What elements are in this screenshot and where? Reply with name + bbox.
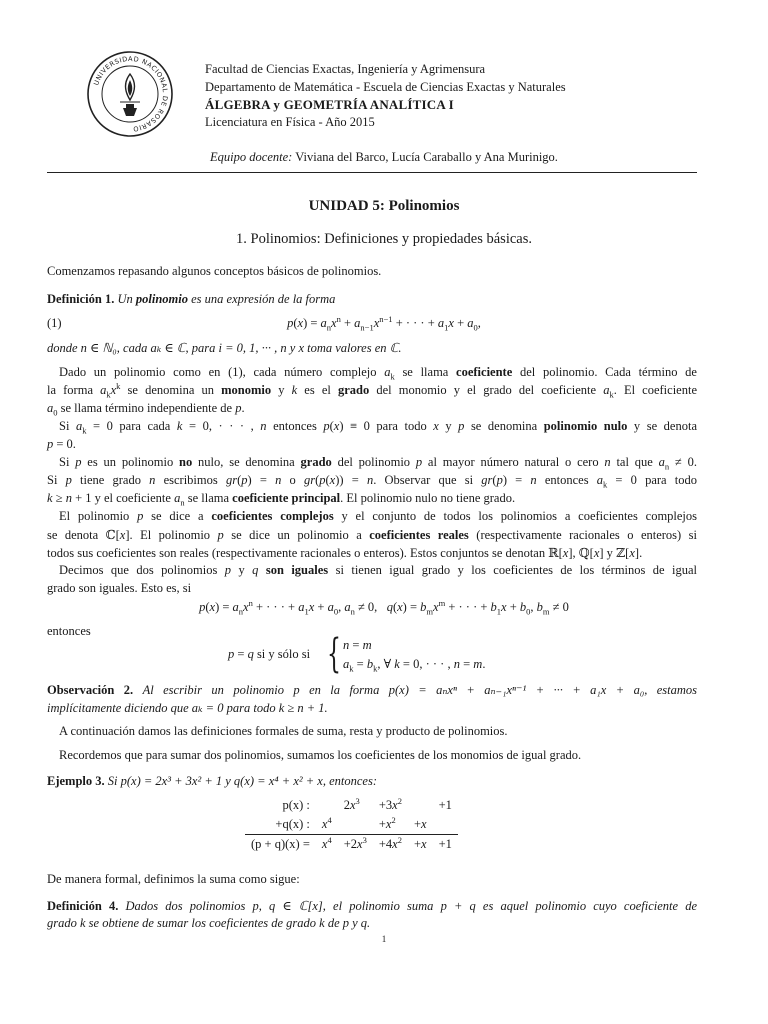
definition-1-label: Definición 1.	[47, 292, 115, 306]
paragraph-nulo-1: Si $a_k = 0$ para cada k = 0, · · · , n entonces p(x) ≡ 0 para todo x y p se denomina polinomio nulo y se denota	[59, 419, 697, 436]
observation-2-text-1: Al escribir un polinomio p en la forma p(x) = aₙxⁿ + aₙ₋₁xⁿ⁻¹ + ··· + a₁x + a₀, estamos	[142, 683, 698, 697]
observation-2-line-1	[47, 682, 697, 698]
row-label-q: +q(x) :	[275, 817, 310, 831]
polynomial-general-form: $p(x) = a_nx^n + a_{n-1}x^{n-1}$ + · · · + $a_1x + a_0$,	[287, 313, 481, 333]
program-year: Licenciatura en Física - Año 2015	[205, 115, 375, 129]
table-row	[245, 796, 458, 815]
definition-4-line-2: grado k se obtiene de sumar los coeficientes de grado k de p y q.	[47, 916, 371, 930]
equality-condition-2: $a_k = b_k$, ∀ k = 0, · · · , n = m.	[343, 657, 486, 674]
observation-2-label: Observación 2.	[47, 683, 134, 697]
cell: +x	[408, 835, 433, 855]
example-3	[47, 774, 697, 789]
department-name: Departamento de Matemática - Escuela de Ciencias Exactas y Naturales	[205, 80, 566, 94]
definition-4-text-1: Dados dos polinomios p, q ∈ ℂ[x], el polinomio suma p + q es aquel polinomio cuyo coeficiente de	[125, 899, 698, 913]
definition-1	[47, 292, 697, 307]
equation-number: (1)	[47, 316, 62, 330]
section-title: 1. Polinomios: Definiciones y propiedades básicas.	[236, 231, 532, 247]
cell: $2x^3$	[343, 795, 360, 812]
teaching-team-members: Viviana del Barco, Lucía Caraballo y Ana Murinigo.	[295, 150, 558, 164]
paragraph-nulo-2: p = 0.	[47, 437, 76, 451]
svg-text:UNIVERSIDAD NACIONAL DE ROSARI: UNIVERSIDAD NACIONAL DE ROSARIO	[92, 54, 170, 133]
university-seal-logo	[86, 50, 174, 138]
definition-1-pre: Un	[117, 292, 133, 306]
table-row	[245, 835, 458, 855]
cell: $+3x^2$	[378, 795, 402, 812]
paragraph-coeficiente-2: la forma $a_kx^k$ se denomina un monomio y k es el grado del monomio y el grado del coeficiente $a_k$. El coeficiente	[47, 380, 697, 400]
cell: +x	[413, 817, 427, 831]
paragraph-grado-2: Si p tiene grado n escribimos gr(p) = n o gr(p(x)) = n. Observar que si gr(p) = n entonces $a_k = 0$ para todo	[47, 473, 698, 490]
teaching-team-label: Equipo docente:	[210, 150, 293, 164]
definition-1-post: es una expresión de la forma	[191, 292, 336, 306]
paragraph-sum-intro: Recordemos que para sumar dos polinomios, sumamos los coeficientes de los monomios de igual grado.	[59, 748, 582, 762]
polynomial-sum-table	[245, 796, 458, 854]
cell: $x^4$	[321, 814, 332, 831]
paragraph-iguales-2: grado son iguales. Esto es, si	[47, 581, 192, 595]
paragraph-grado-1: Si p es un polinomio no nulo, se denomina grado del polinomio p al mayor número natural o cero n tal que $a_n \ne 0$.	[59, 455, 697, 472]
cell: $+4x^2$	[373, 835, 408, 855]
definition-4-label: Definición 4.	[47, 899, 119, 913]
equality-condition-lhs: p = q si y sólo si	[228, 647, 311, 661]
page-number: 1	[381, 934, 387, 944]
paragraph-coeficiente-3: $a_0$ se llama término independiente de p.	[47, 401, 245, 418]
paragraph-iguales-1: Decimos que dos polinomios p y q son iguales si tienen igual grado y los coeficientes de los términos de igual	[59, 563, 698, 577]
unit-title: UNIDAD 5: Polinomios	[308, 198, 460, 214]
observation-2-line-2: implícitamente diciendo que aₖ = 0 para todo k ≥ n + 1.	[47, 701, 328, 715]
example-3-label: Ejemplo 3.	[47, 774, 105, 788]
paragraph-complejos-1: El polinomio p se dice a coeficientes complejos y el conjunto de todos los polinomios a coeficientes complejos	[59, 509, 698, 523]
teaching-team	[0, 150, 768, 165]
paragraph-complejos-3: todos sus coeficientes son reales (respectivamente racionales o enteros). Estos conjuntos se denotan ℝ[x], ℚ[x] y ℤ[x].	[47, 546, 643, 560]
table-row	[245, 815, 458, 835]
cell: $x^4$	[316, 835, 338, 855]
cell: $+2x^3$	[338, 835, 373, 855]
header-divider	[47, 172, 697, 173]
row-label-sum: (p + q)(x) =	[245, 835, 316, 855]
entonces-text: entonces	[47, 624, 91, 638]
definition-1-term: polinomio	[135, 292, 188, 306]
definition-4-line-1	[47, 898, 697, 914]
row-label-p: p(x) :	[282, 798, 310, 812]
intro-paragraph: Comenzamos repasando algunos conceptos básicos de polinomios.	[47, 264, 382, 278]
example-3-text: Si p(x) = 2x³ + 3x² + 1 y q(x) = x⁴ + x² + x, entonces:	[107, 774, 377, 788]
paragraph-complejos-2: se denota ℂ[x]. El polinomio p se dice un polinomio a coeficientes reales (respectivamente racionales o enteros) si	[47, 528, 698, 542]
equality-polynomials-eq: $p(x) = a_nx^n$ + · · · + $a_1x + a_0$, $a_n \ne 0$, $q(x) = b_mx^m$ + · · · + $b_1x + b_0$, $b_m \ne 0$	[199, 597, 569, 617]
equality-condition-1: n = m	[343, 638, 372, 652]
faculty-name: Facultad de Ciencias Exactas, Ingeniería y Agrimensura	[205, 62, 486, 76]
paragraph-coeficiente-1: Dado un polinomio como en (1), cada número complejo $a_k$ se llama coeficiente del polinomio. Cada término de	[59, 365, 697, 382]
course-title: ÁLGEBRA y GEOMETRÍA ANALÍTICA I	[205, 97, 454, 112]
paragraph-formal-sum: De manera formal, definimos la suma como sigue:	[47, 872, 300, 886]
left-brace: {	[327, 631, 341, 677]
paragraph-grado-3: k ≥ n + 1 y el coeficiente $a_n$ se llama coeficiente principal. El polinomio nulo no tiene grado.	[47, 491, 516, 508]
paragraph-definitions-intro: A continuación damos las definiciones formales de suma, resta y producto de polinomios.	[59, 724, 508, 738]
cell: $+x^2$	[378, 814, 396, 831]
definition-1-domain: donde n ∈ ℕ₀, cada aₖ ∈ ℂ, para i = 0, 1, ··· , n y x toma valores en ℂ.	[47, 341, 402, 355]
cell: +1	[438, 798, 452, 812]
cell: +1	[433, 835, 458, 855]
